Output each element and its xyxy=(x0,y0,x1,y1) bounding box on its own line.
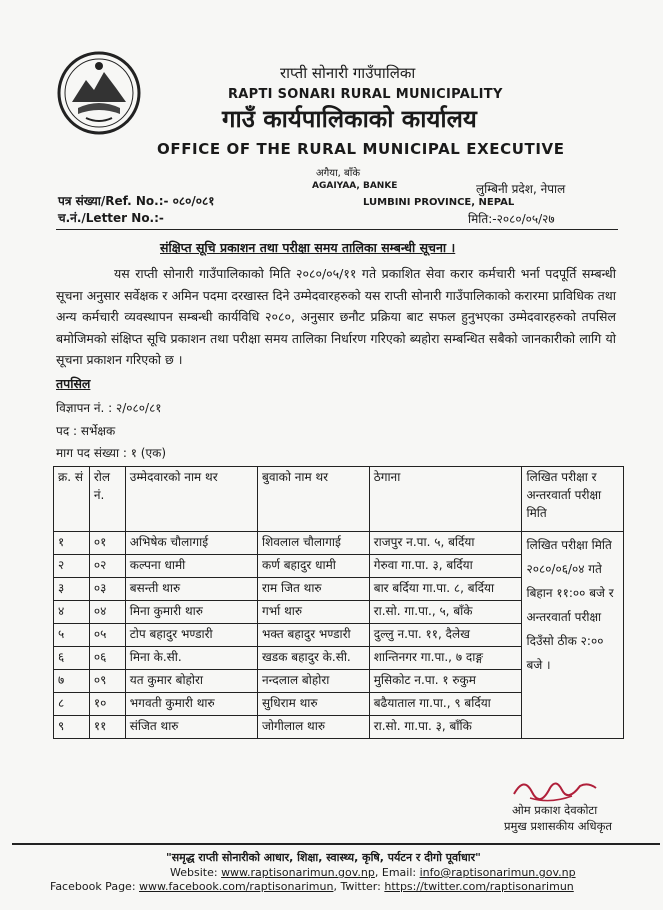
facebook-label: Facebook Page: xyxy=(50,880,140,893)
cell-serial: ५ xyxy=(54,624,90,647)
cell-serial: ८ xyxy=(54,693,90,716)
cell-roll: ०२ xyxy=(89,555,125,578)
province-nepali: लुम्बिनी प्रदेश, नेपाल xyxy=(476,182,566,196)
cell-address: बढैयाताल गा.पा., ९ बर्दिया xyxy=(369,693,522,716)
cell-candidate-name: यत कुमार बोहोरा xyxy=(125,670,257,693)
province-english: LUMBINI PROVINCE, NEPAL xyxy=(363,197,515,208)
cell-father-name: जोगीलाल थारु xyxy=(257,716,369,739)
cell-father-name: राम जित थारु xyxy=(257,578,369,601)
cell-candidate-name: कल्पना धामी xyxy=(125,555,257,578)
website-label: Website: xyxy=(170,866,222,879)
office-name-nepali: गाउँ कार्यपालिकाको कार्यालय xyxy=(222,105,477,133)
nepal-emblem-logo xyxy=(56,50,142,136)
cell-roll: ०५ xyxy=(89,624,125,647)
header-exam-date: लिखित परीक्षा र अन्तरवार्ता परीक्षा मिति xyxy=(522,467,624,532)
cell-father-name: सुधिराम थारु xyxy=(257,693,369,716)
signatory-name: ओम प्रकाश देवकोटा xyxy=(512,803,598,817)
cell-serial: ७ xyxy=(54,670,90,693)
municipality-name-nepali: राप्ती सोनारी गाउँपालिका xyxy=(280,64,416,82)
cell-candidate-name: मिना कुमारी थारु xyxy=(125,601,257,624)
cell-father-name: खडक बहादुर के.सी. xyxy=(257,647,369,670)
footer-contact xyxy=(170,866,576,879)
header-divider xyxy=(56,229,618,230)
cell-serial: ३ xyxy=(54,578,90,601)
facebook-link[interactable]: www.facebook.com/raptisonarimun xyxy=(139,880,334,893)
notice-subject: संक्षिप्त सूचि प्रकाशन तथा परीक्षा समय तालिका सम्बन्धी सूचना । xyxy=(160,240,456,255)
cell-father-name: शिवलाल चौलागाई xyxy=(257,532,369,555)
footer-motto: "समृद्ध राप्ती सोनारीको आधार, शिक्षा, स्वास्थ्य, कृषि, पर्यटन र दीगो पूर्वाधार" xyxy=(166,851,481,864)
cell-roll: ०९ xyxy=(89,670,125,693)
cell-address: शान्तिनगर गा.पा., ७ दाङ्ग xyxy=(369,647,522,670)
cell-father-name: नन्दलाल बोहोरा xyxy=(257,670,369,693)
cell-serial: ९ xyxy=(54,716,90,739)
cell-candidate-name: मिना के.सी. xyxy=(125,647,257,670)
cell-exam-schedule: लिखित परीक्षा मिति २०८०/०६/०४ गते बिहान ११:०० बजे र अन्तरवार्ता परीक्षा दिउँसो ठीक २:०० बजे । xyxy=(522,532,624,739)
cell-serial: ४ xyxy=(54,601,90,624)
cell-address: गेरुवा गा.पा. ३, बर्दिया xyxy=(369,555,522,578)
cell-roll: ०३ xyxy=(89,578,125,601)
letter-number: च.नं./Letter No.:- xyxy=(58,211,164,225)
advertisement-number: विज्ञापन नं. : २/०८०/८१ xyxy=(56,401,162,415)
header-father-name: बुवाको नाम थर xyxy=(257,467,369,532)
cell-candidate-name: संजित थारु xyxy=(125,716,257,739)
table-row xyxy=(54,532,624,555)
website-link[interactable]: www.raptisonarimun.gov.np xyxy=(221,866,375,879)
signatory-title: प्रमुख प्रशासकीय अधिकृत xyxy=(504,819,612,833)
cell-roll: ०१ xyxy=(89,532,125,555)
cell-roll: ०४ xyxy=(89,601,125,624)
cell-father-name: कर्ण बहादुर धामी xyxy=(257,555,369,578)
reference-number: पत्र संख्या/Ref. No.:- ०८०/०८१ xyxy=(58,194,215,208)
cell-address: रा.सो. गा.पा. ३, बाँकि xyxy=(369,716,522,739)
letter-date: मिति:-२०८०/०५/२७ xyxy=(468,212,555,226)
notice-body: यस राप्ती सोनारी गाउँपालिकाको मिति २०८०/०५/११ गते प्रकाशित सेवा करार कर्मचारी भर्ना पदपूर्ति सम्बन्धी सूचना अनुसार सर्वेक्षक र अमिन पदमा दरखास्त दिने उम्मेदवारहरुको यस राप्ती सोनारी गाउँपालिकाको करारमा प्राविधिक तथा अन्य कर्मचारी व्यवस्थापन सम्बन्धी कार्यविधि २०८०, अनुसार छनौट प्रक्रिया बाट सफल हुनुभएका उम्मेदवारहरुको तपसिल बमोजिमको संक्षिप्त सूचि प्रकाशन तथा परीक्षा समय तालिका निर्धारण गरिएको ब्यहोरा सम्बन्धित सबैको जानकारीको लागि यो सूचना प्रकाशन गरिएको छ । xyxy=(56,266,616,367)
email-link[interactable]: info@raptisonarimun.gov.np xyxy=(419,866,576,879)
cell-address: रा.सो. गा.पा., ५, बाँके xyxy=(369,601,522,624)
cell-address: राजपुर न.पा. ५, बर्दिया xyxy=(369,532,522,555)
email-label: , Email: xyxy=(374,866,420,879)
cell-serial: १ xyxy=(54,532,90,555)
table-header-row xyxy=(54,467,624,532)
municipality-name-english: RAPTI SONARI RURAL MUNICIPALITY xyxy=(228,87,503,102)
header-serial: क्र. सं xyxy=(54,467,90,532)
cell-candidate-name: टोप बहादुर भण्डारी xyxy=(125,624,257,647)
header-candidate-name: उम्मेदवारको नाम थर xyxy=(125,467,257,532)
cell-candidate-name: बसन्ती थारु xyxy=(125,578,257,601)
cell-roll: ०६ xyxy=(89,647,125,670)
cell-father-name: गर्भा थारु xyxy=(257,601,369,624)
cell-father-name: भक्त बहादुर भण्डारी xyxy=(257,624,369,647)
twitter-label: , Twitter: xyxy=(333,880,385,893)
footer-social xyxy=(50,880,574,893)
footer-divider xyxy=(12,843,660,845)
cell-serial: ६ xyxy=(54,647,90,670)
candidate-table xyxy=(53,466,624,739)
demand-count: माग पद संख्या : १ (एक) xyxy=(56,446,166,460)
cell-roll: ११ xyxy=(89,716,125,739)
cell-address: दुल्लु न.पा. ११, दैलेख xyxy=(369,624,522,647)
header-roll: रोल नं. xyxy=(89,467,125,532)
cell-address: मुसिकोट न.पा. १ रुकुम xyxy=(369,670,522,693)
cell-serial: २ xyxy=(54,555,90,578)
location-english: AGAIYAA, BANKE xyxy=(312,181,398,191)
cell-candidate-name: अभिषेक चौलागाई xyxy=(125,532,257,555)
post-name: पद : सर्भेक्षक xyxy=(56,424,116,438)
header-address: ठेगाना xyxy=(369,467,522,532)
location-nepali: अगैया, बाँके xyxy=(316,168,360,179)
cell-address: बार बर्दिया गा.पा. ८, बर्दिया xyxy=(369,578,522,601)
cell-candidate-name: भगवती कुमारी थारु xyxy=(125,693,257,716)
office-name-english: OFFICE OF THE RURAL MUNICIPAL EXECUTIVE xyxy=(157,140,565,158)
twitter-link[interactable]: https://twitter.com/raptisonarimun xyxy=(384,880,574,893)
cell-roll: १० xyxy=(89,693,125,716)
details-heading: तपसिल xyxy=(56,376,91,391)
